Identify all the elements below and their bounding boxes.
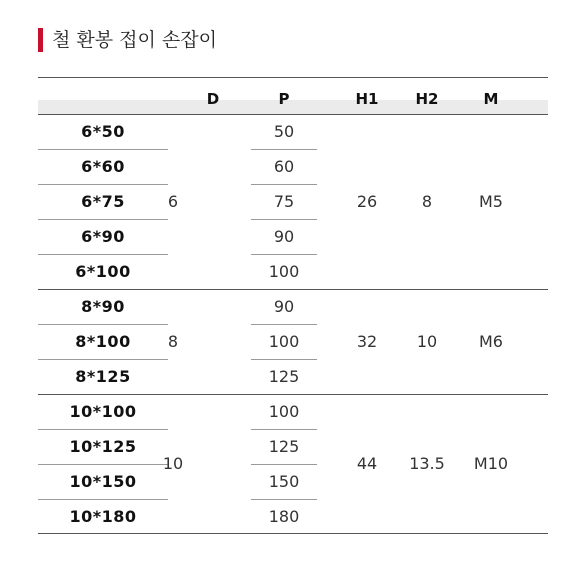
size-cell: 6*60 bbox=[81, 157, 125, 176]
header-d: D bbox=[206, 90, 220, 108]
group-h1-cell: 44 bbox=[356, 454, 378, 473]
title-accent-bar bbox=[38, 28, 43, 52]
header-h2: H2 bbox=[415, 90, 439, 108]
size-cell: 8*90 bbox=[81, 297, 125, 316]
group-h2-cell: 13.5 bbox=[409, 454, 445, 473]
size-cell: 8*100 bbox=[75, 332, 131, 351]
group-d-cell: 8 bbox=[167, 332, 179, 351]
size-cell: 6*50 bbox=[81, 122, 125, 141]
header-m: M bbox=[483, 90, 499, 108]
p-cell: 125 bbox=[268, 367, 300, 386]
p-cell: 125 bbox=[268, 437, 300, 456]
group-m-cell: M10 bbox=[473, 454, 509, 473]
header-h1: H1 bbox=[355, 90, 379, 108]
size-cell: 6*90 bbox=[81, 227, 125, 246]
group-m-cell: M5 bbox=[479, 192, 503, 211]
group-h1-cell: 26 bbox=[356, 192, 378, 211]
size-cell: 10*180 bbox=[69, 507, 137, 526]
group-h2-cell: 10 bbox=[416, 332, 438, 351]
size-cell: 6*75 bbox=[81, 192, 125, 211]
p-cell: 180 bbox=[268, 507, 300, 526]
p-cell: 75 bbox=[273, 192, 295, 211]
group-h2-cell: 8 bbox=[421, 192, 433, 211]
p-cell: 90 bbox=[273, 297, 295, 316]
p-cell: 150 bbox=[268, 472, 300, 491]
size-cell: 10*125 bbox=[69, 437, 137, 456]
group-h1-cell: 32 bbox=[356, 332, 378, 351]
group-d-cell: 6 bbox=[167, 192, 179, 211]
page-title: 철 환봉 접이 손잡이 bbox=[52, 29, 217, 51]
spec-table bbox=[38, 77, 548, 534]
size-cell: 10*150 bbox=[69, 472, 137, 491]
header-p: P bbox=[278, 90, 290, 108]
p-cell: 100 bbox=[268, 402, 300, 421]
p-cell: 100 bbox=[268, 332, 300, 351]
p-cell: 100 bbox=[268, 262, 300, 281]
p-cell: 50 bbox=[273, 122, 295, 141]
size-cell: 6*100 bbox=[75, 262, 131, 281]
size-cell: 8*125 bbox=[75, 367, 131, 386]
p-cell: 90 bbox=[273, 227, 295, 246]
group-d-cell: 10 bbox=[162, 454, 184, 473]
group-m-cell: M6 bbox=[479, 332, 503, 351]
size-cell: 10*100 bbox=[69, 402, 137, 421]
p-cell: 60 bbox=[273, 157, 295, 176]
